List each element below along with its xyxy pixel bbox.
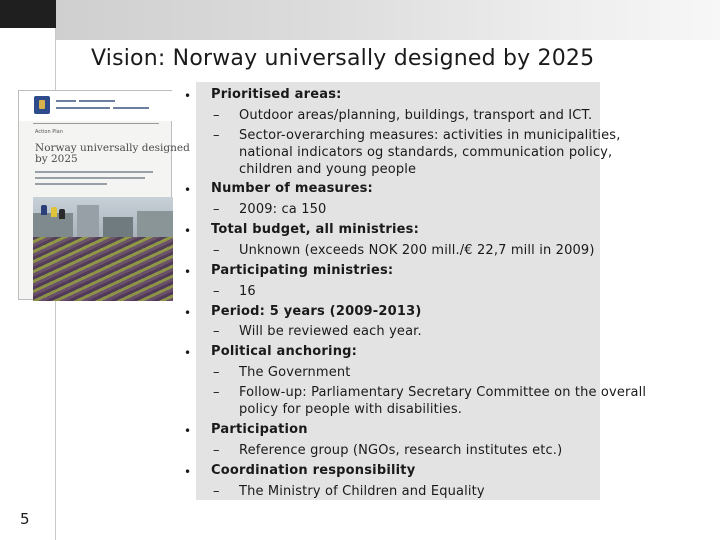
sub-item: Follow-up: Parliamentary Secretary Committee on the overall xyxy=(239,385,647,400)
bullet-heading: Period: 5 years (2009-2013) xyxy=(211,304,422,319)
sub-item-continued: children and young people xyxy=(239,162,417,177)
sub-dash: – xyxy=(213,484,220,499)
bullet-dot: • xyxy=(184,265,192,279)
bullet-dot: • xyxy=(184,306,192,320)
sub-item: Outdoor areas/planning, buildings, transport and ICT. xyxy=(239,108,593,123)
cover-title-line2: by 2025 xyxy=(35,153,78,165)
sub-dash: – xyxy=(213,128,220,143)
bullet-heading: Political anchoring: xyxy=(211,344,358,359)
bullet-dot: • xyxy=(184,465,192,479)
sub-dash: – xyxy=(213,243,220,258)
bullet-heading: Prioritised areas: xyxy=(211,87,342,102)
sub-item: 2009: ca 150 xyxy=(239,202,327,217)
cover-title-line1: Norway universally designed xyxy=(35,142,190,154)
sub-item: The Government xyxy=(239,365,351,380)
bullet-dot: • xyxy=(184,424,192,438)
bullet-dot: • xyxy=(184,89,192,103)
page-number: 5 xyxy=(20,510,30,528)
bullet-dot: • xyxy=(184,346,192,360)
slide-title: Vision: Norway universally designed by 2025 xyxy=(91,46,595,71)
sub-dash: – xyxy=(213,324,220,339)
sub-item: 16 xyxy=(239,284,256,299)
sub-dash: – xyxy=(213,385,220,400)
sub-item: Sector-overarching measures: activities in municipalities, xyxy=(239,128,621,143)
sub-item: Will be reviewed each year. xyxy=(239,324,422,339)
sub-dash: – xyxy=(213,443,220,458)
bullet-heading: Coordination responsibility xyxy=(211,463,416,478)
sub-item: The Ministry of Children and Equality xyxy=(239,484,485,499)
bullet-dot: • xyxy=(184,183,192,197)
sub-dash: – xyxy=(213,284,220,299)
bullet-heading: Number of measures: xyxy=(211,181,373,196)
sub-dash: – xyxy=(213,365,220,380)
sub-item-continued: policy for people with disabilities. xyxy=(239,402,463,417)
bullet-dot: • xyxy=(184,224,192,238)
sub-dash: – xyxy=(213,108,220,123)
bullet-heading: Participating ministries: xyxy=(211,263,394,278)
bullet-heading: Participation xyxy=(211,422,308,437)
sub-item-continued: national indicators og standards, communication policy, xyxy=(239,145,613,160)
sub-dash: – xyxy=(213,202,220,217)
sub-item: Reference group (NGOs, research institutes etc.) xyxy=(239,443,563,458)
sub-item: Unknown (exceeds NOK 200 mill./€ 22,7 mill in 2009) xyxy=(239,243,595,258)
bullet-heading: Total budget, all ministries: xyxy=(211,222,420,237)
cover-small-label: Action Plan xyxy=(35,129,63,135)
